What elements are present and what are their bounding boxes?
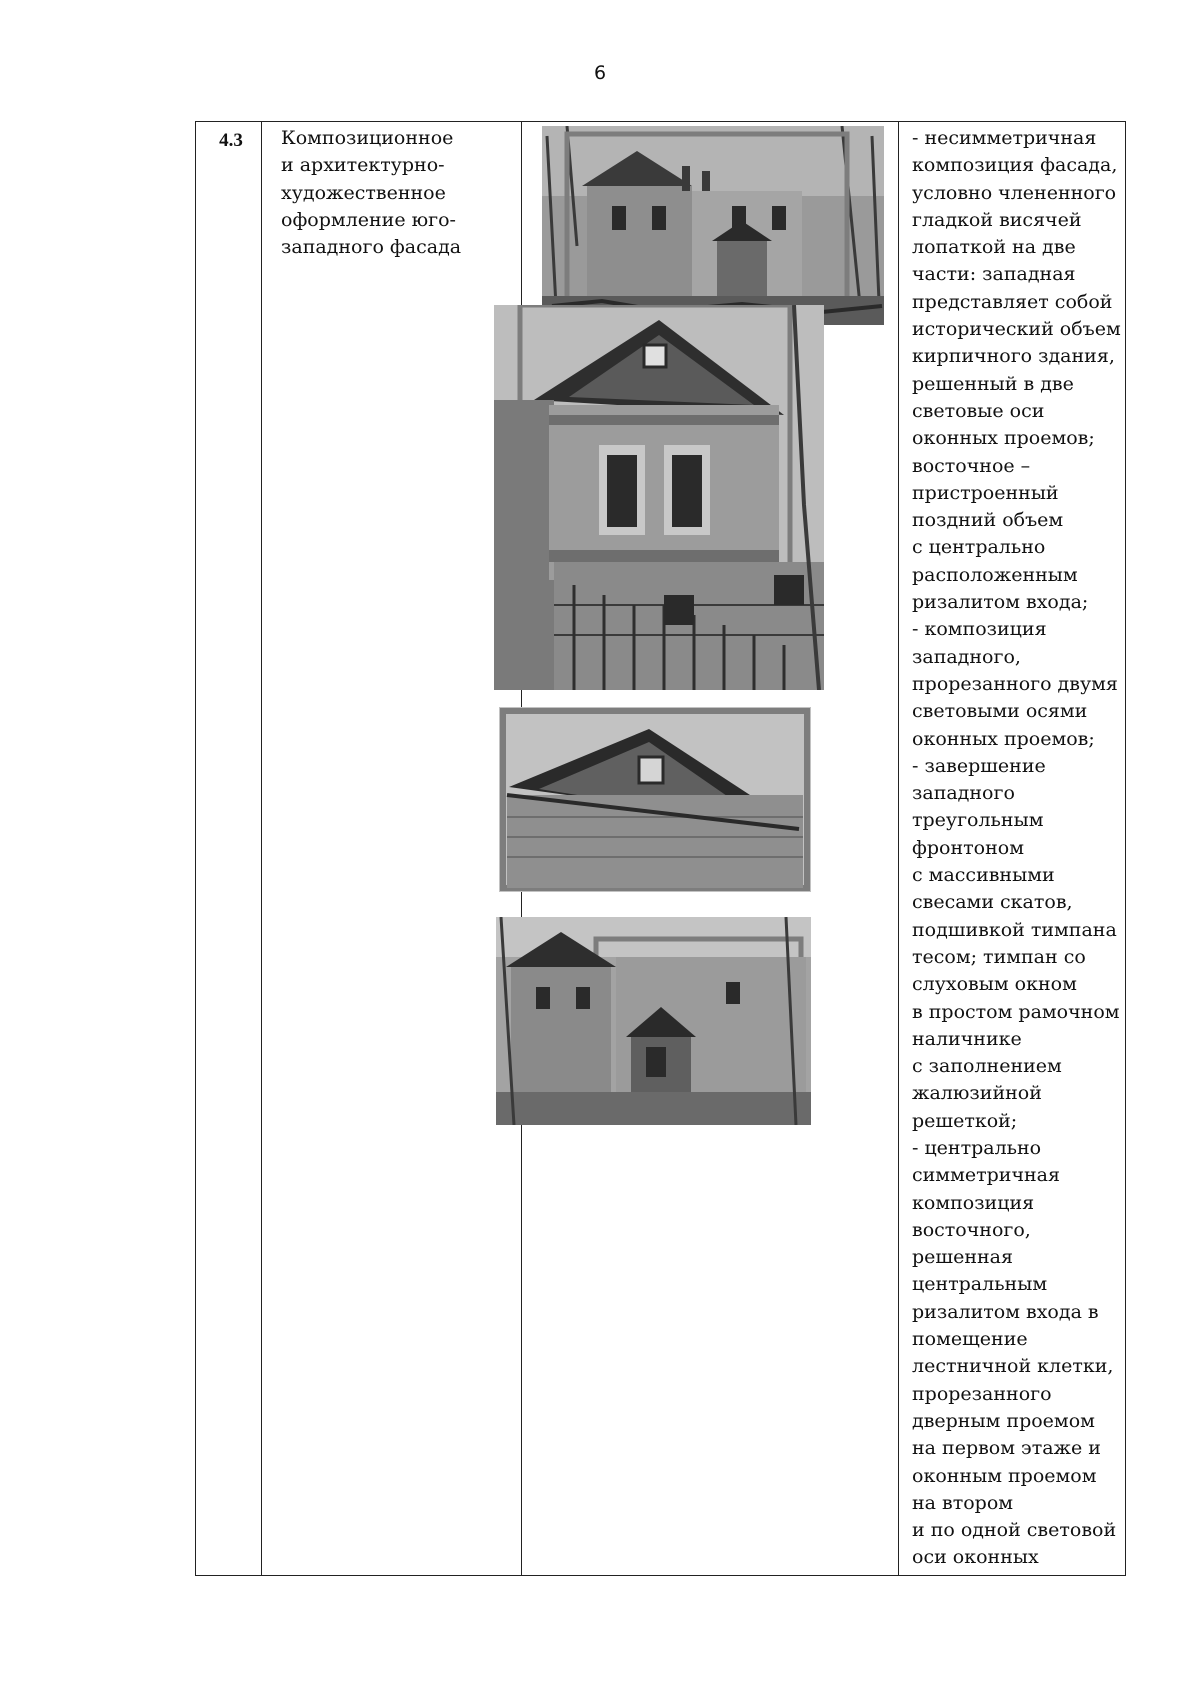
- description-line: и по одной световой: [912, 1519, 1117, 1542]
- eastern-volume-photo: [496, 917, 811, 1125]
- description-line: поздний объем: [912, 509, 1064, 532]
- western-volume-photo: [494, 305, 824, 690]
- description-line: части: западная: [912, 263, 1076, 286]
- description-line: - завершение: [912, 754, 1046, 777]
- description-line: на первом этаже и: [912, 1437, 1101, 1460]
- gable-detail-photo-image: [499, 707, 811, 892]
- description-table: [195, 121, 1126, 1576]
- description-line: представляет собой: [912, 290, 1113, 313]
- description-line: пристроенный: [912, 481, 1059, 504]
- description-line: решенная: [912, 1246, 1013, 1269]
- description-line: - центрально: [912, 1136, 1042, 1159]
- description-line: помещение: [912, 1328, 1028, 1351]
- description-line: лестничной клетки,: [912, 1355, 1114, 1378]
- description-line: свесами скатов,: [912, 891, 1073, 914]
- facade-photo-overview-image: [542, 126, 884, 325]
- row-title: [281, 125, 521, 261]
- description-line: световые оси: [912, 399, 1045, 422]
- row-title-line: и архитектурно-: [281, 154, 445, 177]
- description-line: лопаткой на две: [912, 236, 1076, 259]
- description-line: наличнике: [912, 1027, 1022, 1050]
- description-line: жалюзийной: [912, 1082, 1042, 1105]
- description-line: исторический объем: [912, 318, 1121, 341]
- description-line: восточное –: [912, 454, 1031, 477]
- row-number: 4.3: [219, 130, 243, 151]
- description-line: композиция фасада,: [912, 154, 1118, 177]
- description-line: в простом рамочном: [912, 1000, 1120, 1023]
- row-title-line: художественное: [281, 181, 446, 204]
- western-volume-photo-image: [494, 305, 824, 690]
- row-title-line: Композиционное: [281, 127, 454, 149]
- description-line: условно члененного: [912, 181, 1117, 204]
- row-title-line: оформление юго-: [281, 208, 456, 231]
- page-number: 6: [593, 62, 607, 84]
- row-description: [912, 125, 1124, 1572]
- description-line: световыми осями: [912, 700, 1088, 723]
- description-line: с центрально: [912, 536, 1046, 559]
- description-line: расположенным: [912, 563, 1078, 586]
- gable-detail-photo: [499, 707, 811, 892]
- description-line: композиция: [912, 1191, 1035, 1214]
- row-title-line: западного фасада: [281, 236, 462, 259]
- facade-photo-overview: [542, 126, 884, 325]
- description-line: ризалитом входа в: [912, 1300, 1099, 1323]
- eastern-volume-photo-image: [496, 917, 811, 1125]
- description-line: подшивкой тимпана: [912, 918, 1117, 941]
- description-line: оконным проемом: [912, 1464, 1097, 1487]
- description-line: решеткой;: [912, 1109, 1018, 1132]
- description-line: западного,: [912, 645, 1021, 668]
- description-line: кирпичного здания,: [912, 345, 1115, 368]
- column-divider: [261, 122, 262, 1575]
- description-line: оконных проемов;: [912, 727, 1095, 750]
- description-line: гладкой висячей: [912, 208, 1082, 231]
- description-line: ризалитом входа;: [912, 591, 1089, 614]
- description-line: оконных проемов;: [912, 427, 1095, 450]
- description-line: слуховым окном: [912, 973, 1077, 996]
- description-line: центральным: [912, 1273, 1048, 1296]
- description-line: треугольным: [912, 809, 1044, 832]
- description-line: решенный в две: [912, 372, 1074, 395]
- column-divider: [898, 122, 899, 1575]
- description-line: западного: [912, 782, 1015, 805]
- description-line: симметричная: [912, 1164, 1060, 1187]
- description-line: восточного,: [912, 1218, 1031, 1241]
- description-line: оси оконных: [912, 1546, 1039, 1569]
- description-line: тесом; тимпан со: [912, 945, 1086, 968]
- description-line: - несимметричная: [912, 127, 1097, 149]
- description-line: прорезанного: [912, 1382, 1052, 1405]
- description-line: фронтоном: [912, 836, 1024, 859]
- description-line: - композиция: [912, 618, 1047, 641]
- description-line: с заполнением: [912, 1055, 1062, 1078]
- description-line: дверным проемом: [912, 1409, 1095, 1432]
- description-line: с массивными: [912, 864, 1055, 887]
- description-line: прорезанного двумя: [912, 672, 1118, 695]
- description-line: на втором: [912, 1491, 1014, 1514]
